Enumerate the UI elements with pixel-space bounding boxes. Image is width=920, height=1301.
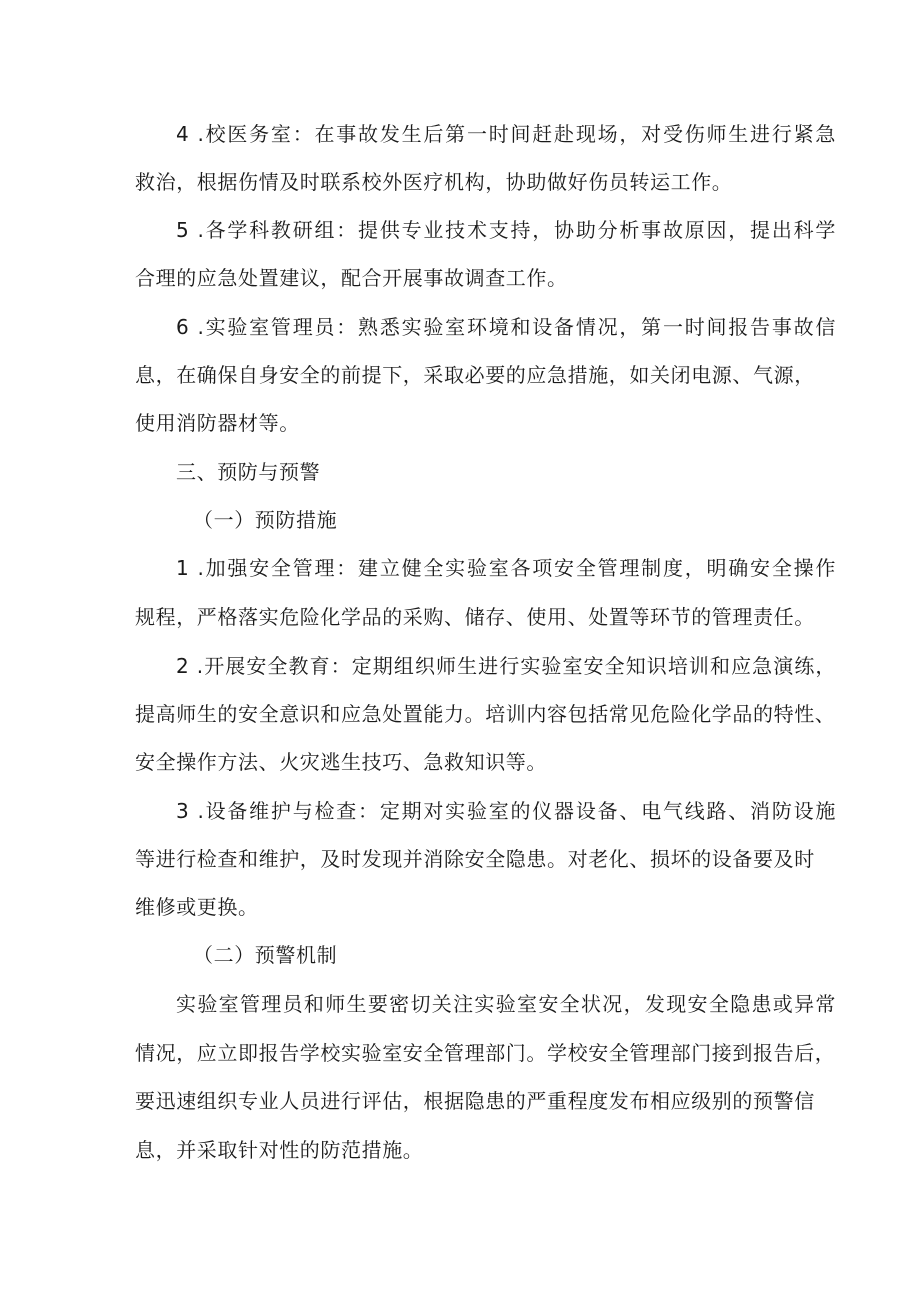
warning-line-3: 要迅速组织专业人员进行评估，根据隐患的严重程度发布相应级别的预警信 bbox=[135, 1089, 815, 1113]
warning-line-2: 情况，应立即报告学校实验室安全管理部门。学校安全管理部门接到报告后， bbox=[135, 1041, 836, 1065]
section-heading-prevention: 三、预防与预警 bbox=[176, 460, 321, 484]
measure-2-line-3: 安全操作方法、火灾逃生技巧、急救知识等。 bbox=[135, 750, 547, 774]
measure-2-line-1: 2 .开展安全教育：定期组织师生进行实验室安全知识培训和应急演练， bbox=[176, 654, 836, 678]
measure-1-line-2: 规程，严格落实危险化学品的采购、储存、使用、处置等环节的管理责任。 bbox=[135, 605, 815, 629]
warning-line-1: 实验室管理员和师生要密切关注实验室安全状况，发现安全隐患或异常 bbox=[176, 992, 836, 1016]
item-5-line-1: 5 .各学科教研组：提供专业技术支持，协助分析事故原因，提出科学 bbox=[176, 218, 836, 242]
item-5-line-2: 合理的应急处置建议，配合开展事故调查工作。 bbox=[135, 266, 568, 290]
measure-3-line-1: 3 .设备维护与检查：定期对实验室的仪器设备、电气线路、消防设施 bbox=[176, 799, 836, 823]
measure-2-line-2: 提高师生的安全意识和应急处置能力。培训内容包括常见危险化学品的特性、 bbox=[135, 702, 836, 726]
item-6-line-1: 6 .实验室管理员：熟悉实验室环境和设备情况，第一时间报告事故信 bbox=[176, 315, 836, 339]
item-6-line-3: 使用消防器材等。 bbox=[135, 411, 300, 435]
measure-3-line-2: 等进行检查和维护，及时发现并消除安全隐患。对老化、损坏的设备要及时 bbox=[135, 847, 815, 871]
item-4-line-2: 救治，根据伤情及时联系校外医疗机构，协助做好伤员转运工作。 bbox=[135, 170, 733, 194]
item-6-line-2: 息，在确保自身安全的前提下，采取必要的应急措施，如关闭电源、气源， bbox=[135, 363, 815, 387]
subsection-heading-warning: （二）预警机制 bbox=[193, 943, 338, 967]
measure-1-line-1: 1 .加强安全管理：建立健全实验室各项安全管理制度，明确安全操作 bbox=[176, 556, 836, 580]
subsection-heading-measures: （一）预防措施 bbox=[193, 508, 338, 532]
measure-3-line-3: 维修或更换。 bbox=[135, 895, 259, 919]
warning-line-4: 息，并采取针对性的防范措施。 bbox=[135, 1138, 424, 1162]
item-4-line-1: 4 .校医务室：在事故发生后第一时间赶赴现场，对受伤师生进行紧急 bbox=[176, 122, 836, 146]
